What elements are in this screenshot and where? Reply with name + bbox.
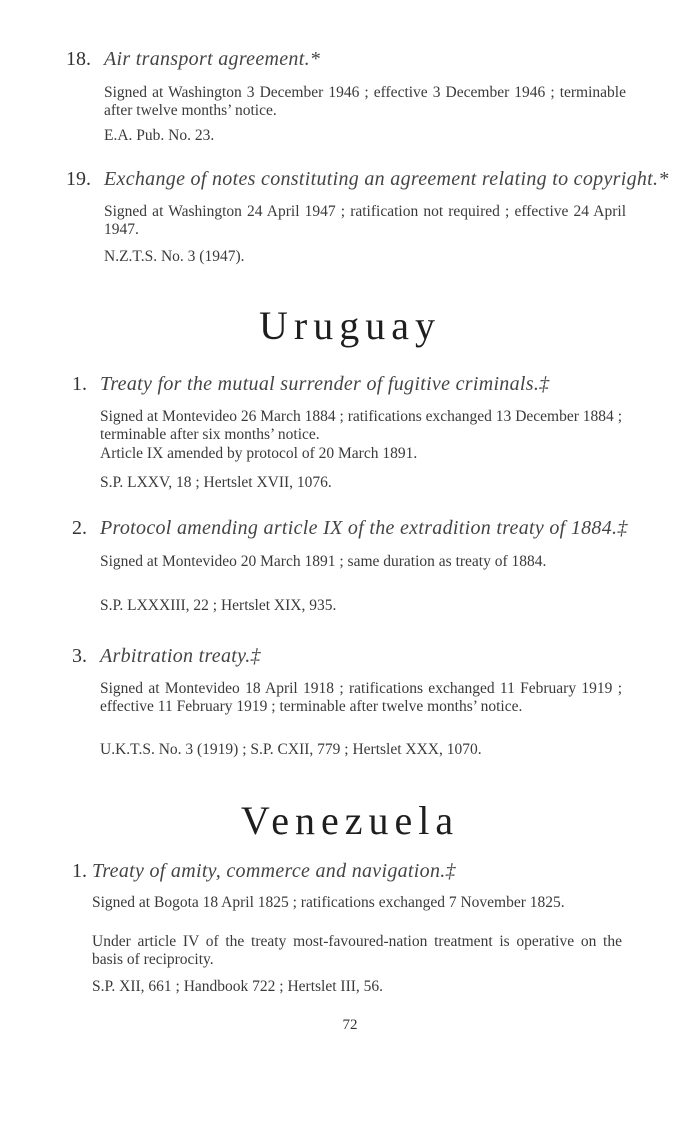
entry-reference: N.Z.T.S. No. 3 (1947). [104,248,245,265]
entry-details: Signed at Washington 3 December 1946 ; effective 3 December 1946 ; terminable after twelve months’ notice. [104,84,626,119]
entry-details: Signed at Washington 24 April 1947 ; ratification not required ; effective 24 April 1947. [104,203,626,238]
entry-title: Exchange of notes constituting an agreement relating to copyright.* [104,168,669,190]
page-number: 72 [342,1017,358,1033]
entry-number: 1. [72,373,87,395]
entry-details: Signed at Bogota 18 April 1825 ; ratifications exchanged 7 November 1825. [92,894,565,911]
entry-reference: E.A. Pub. No. 23. [104,127,215,144]
entry-reference: S.P. LXXXIII, 22 ; Hertslet XIX, 935. [100,597,337,614]
country-heading-venezuela: Venezuela [240,798,460,843]
entry-number: 18. [66,48,91,70]
entry-details: Signed at Montevideo 20 March 1891 ; same duration as treaty of 1884. [100,553,547,570]
entry-number: 2. [72,517,87,539]
entry-number: 1. [72,860,87,882]
entry-details: Signed at Montevideo 18 April 1918 ; ratifications exchanged 11 February 1919 ; effective 11 February 1919 ; terminable after twelve months’ notice. [100,680,622,715]
entry-title: Treaty of amity, commerce and navigation.‡ [92,860,456,882]
country-heading-uruguay: Uruguay [259,303,441,348]
entry-title: Treaty for the mutual surrender of fugitive criminals.‡ [100,373,550,395]
entry-treatment-note: Under article IV of the treaty most-favoured-nation treatment is operative on the basis of reciprocity. [92,933,622,968]
entry-reference: S.P. XII, 661 ; Handbook 722 ; Hertslet III, 56. [92,978,384,995]
entry-number: 3. [72,645,87,667]
entry-reference: S.P. LXXV, 18 ; Hertslet XVII, 1076. [100,474,332,491]
entry-reference: U.K.T.S. No. 3 (1919) ; S.P. CXII, 779 ; Hertslet XXX, 1070. [100,741,482,758]
entry-title: Protocol amending article IX of the extradition treaty of 1884.‡ [100,517,628,539]
entry-details: Signed at Montevideo 26 March 1884 ; ratifications exchanged 13 December 1884 ; terminable after six months’ notice. [100,408,622,443]
entry-title: Arbitration treaty.‡ [100,645,261,667]
entry-amendment-note: Article IX amended by protocol of 20 March 1891. [100,445,418,462]
entry-title: Air transport agreement.* [104,48,321,70]
entry-number: 19. [66,168,91,190]
